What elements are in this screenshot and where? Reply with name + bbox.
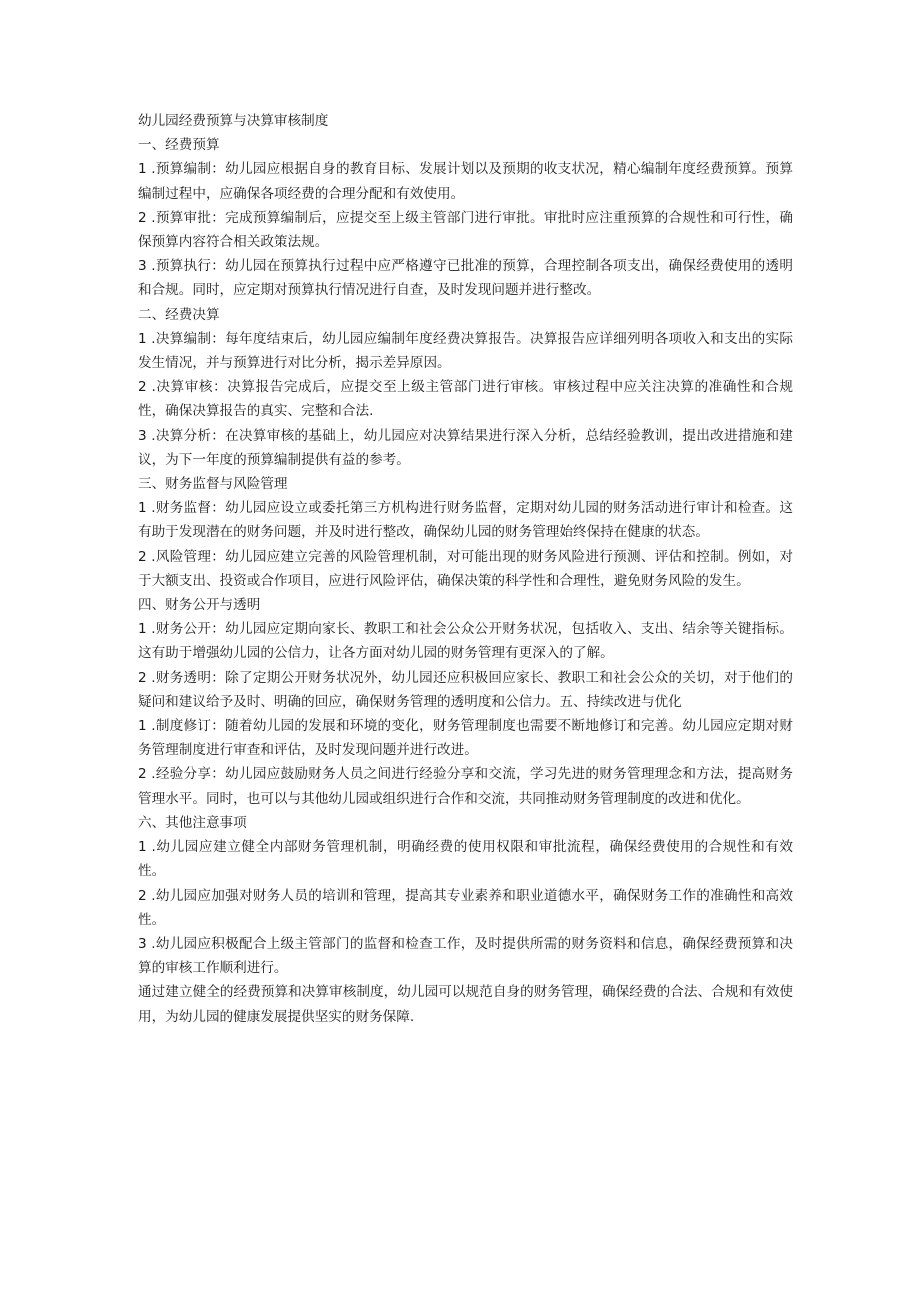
item-number: 2 xyxy=(138,887,147,904)
item-text: .财务公开：幼儿园应定期向家长、教职工和社会公众公开财务状况，包括收入、支出、结余等关键指标。这有助于增强幼儿园的公信力，让各方面对幼儿园的财务管理有更深入的了解。 xyxy=(138,621,793,662)
item-number: 1 xyxy=(138,330,147,347)
list-item xyxy=(138,424,793,472)
item-text: .预算执行：幼儿园在预算执行过程中应严格遵守已批准的预算，合理控制各项支出，确保经费使用的透明和合规。同时，应定期对预算执行情况进行自查，及时发现问题并进行整改。 xyxy=(138,258,793,299)
list-item xyxy=(138,884,793,932)
section-heading: 一、经费预算 xyxy=(138,137,220,154)
list-item xyxy=(138,545,793,593)
item-text: .决算分析：在决算审核的基础上，幼儿园应对决算结果进行深入分析，总结经验教训，提出改进措施和建议，为下一年度的预算编制提供有益的参考。 xyxy=(138,427,793,468)
section-heading: 三、财务监督与风险管理 xyxy=(138,476,288,493)
item-number: 2 xyxy=(138,379,147,396)
item-number: 3 xyxy=(138,258,147,275)
list-item xyxy=(138,157,793,205)
item-text: .经验分享：幼儿园应鼓励财务人员之间进行经验分享和交流，学习先进的财务管理理念和方法，提高财务管理水平。同时，也可以与其他幼儿园或组织进行合作和交流，共同推动财务管理制度的改进和优化。 xyxy=(138,766,793,807)
item-number: 3 xyxy=(138,427,147,444)
item-number: 1 xyxy=(138,621,147,638)
item-text: .幼儿园应建立健全内部财务管理机制，明确经费的使用权限和审批流程，确保经费使用的合规性和有效性。 xyxy=(138,839,793,880)
list-item xyxy=(138,617,793,665)
list-item xyxy=(138,496,793,544)
list-item xyxy=(138,762,793,810)
item-text: .决算编制：每年度结束后，幼儿园应编制年度经费决算报告。决算报告应详细列明各项收入和支出的实际发生情况，并与预算进行对比分析，揭示差异原因。 xyxy=(138,330,793,372)
list-item xyxy=(138,254,793,302)
item-number: 2 xyxy=(138,766,147,783)
item-number: 1 xyxy=(138,500,147,517)
item-text: .预算审批：完成预算编制后，应提交至上级主管部门进行审批。审批时应注重预算的合规性和可行性，确保预算内容符合相关政策法规。 xyxy=(138,209,793,251)
item-number: 2 xyxy=(138,669,147,686)
item-text: .财务透明：除了定期公开财务状况外，幼儿园还应积极回应家长、教职工和社会公众的关切，对于他们的疑问和建议给予及时、明确的回应，确保财务管理的透明度和公信力。五、持续改进与优化 xyxy=(138,669,793,710)
section-heading: 四、财务公开与透明 xyxy=(138,597,261,614)
item-number: 1 xyxy=(138,161,147,178)
item-number: 2 xyxy=(138,209,147,226)
list-item xyxy=(138,835,793,883)
section-heading: 六、其他注意事项 xyxy=(138,814,247,831)
item-text: .制度修订：随着幼儿园的发展和环境的变化，财务管理制度也需要不断地修订和完善。幼儿园应定期对财务管理制度进行审查和评估，及时发现问题并进行改进。 xyxy=(138,718,793,759)
item-number: 3 xyxy=(138,935,147,952)
item-text: .幼儿园应加强对财务人员的培训和管理，提高其专业素养和职业道德水平，确保财务工作的准确性和高效性。 xyxy=(138,887,793,928)
item-text: .决算审核：决算报告完成后，应提交至上级主管部门进行审核。审核过程中应关注决算的准确性和合规性，确保决算报告的真实、完整和合法. xyxy=(138,379,793,420)
list-item xyxy=(138,327,793,375)
conclusion-paragraph: 通过建立健全的经费预算和决算审核制度，幼儿园可以规范自身的财务管理，确保经费的合法、合规和有效使用，为幼儿园的健康发展提供坚实的财务保障. xyxy=(138,984,793,1025)
item-text: .风险管理：幼儿园应建立完善的风险管理机制，对可能出现的财务风险进行预测、评估和控制。例如，对于大额支出、投资或合作项目，应进行风险评估，确保决策的科学性和合理性，避免财务风险的发生。 xyxy=(138,548,793,589)
list-item xyxy=(138,206,793,254)
item-number: 1 xyxy=(138,839,147,856)
section-heading: 二、经费决算 xyxy=(138,306,220,323)
item-number: 1 xyxy=(138,718,147,735)
item-number: 2 xyxy=(138,548,147,565)
item-text: .幼儿园应积极配合上级主管部门的监督和检查工作，及时提供所需的财务资料和信息，确保经费预算和决算的审核工作顺利进行。 xyxy=(138,935,793,977)
list-item xyxy=(138,932,793,980)
document-title: 幼儿园经费预算与决算审核制度 xyxy=(138,113,329,129)
list-item xyxy=(138,666,793,714)
document-page xyxy=(138,109,793,1029)
item-text: .财务监督：幼儿园应设立或委托第三方机构进行财务监督，定期对幼儿园的财务活动进行审计和检查。这有助于发现潜在的财务问题，并及时进行整改，确保幼儿园的财务管理始终保持在健康的状态。 xyxy=(138,500,793,541)
list-item xyxy=(138,375,793,423)
list-item xyxy=(138,714,793,762)
item-text: .预算编制：幼儿园应根据自身的教育目标、发展计划以及预期的收支状况，精心编制年度经费预算。预算编制过程中，应确保各项经费的合理分配和有效使用。 xyxy=(138,161,793,202)
